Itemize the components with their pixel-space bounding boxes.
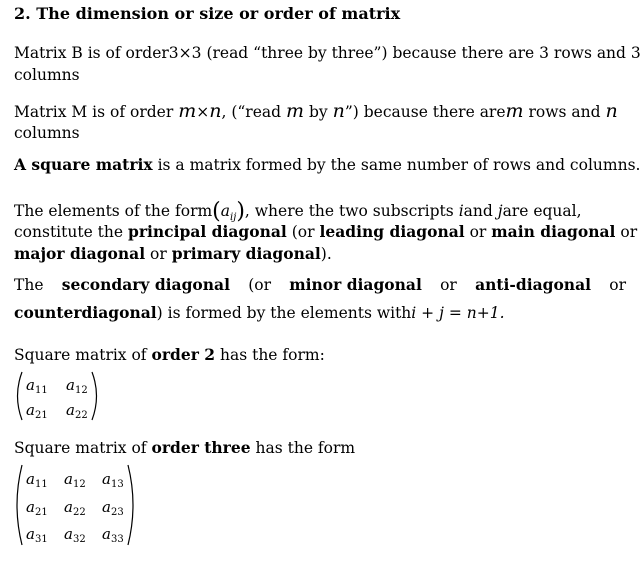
order2-caption bbox=[14, 344, 626, 366]
principal-l2-or2: or bbox=[620, 223, 638, 241]
order3-cell-a11: $a_{11}$ bbox=[26, 470, 48, 490]
open-paren: ( bbox=[212, 199, 221, 224]
matrix-m-n3: n bbox=[605, 100, 618, 122]
order3-matrix bbox=[14, 463, 138, 547]
principal-and: and bbox=[463, 202, 493, 220]
order2-matrix bbox=[14, 370, 104, 422]
principal-diagonal-line3 bbox=[14, 243, 626, 265]
principal-l3-end: ). bbox=[320, 245, 332, 263]
order3-cell-a31: $a_{31}$ bbox=[26, 525, 48, 545]
matrix-b-paragraph-line2: columns bbox=[14, 66, 80, 84]
principal-l2-c: (or bbox=[291, 223, 315, 241]
matrix-m-m3: m bbox=[505, 100, 524, 122]
square-matrix-term: A square matrix bbox=[14, 155, 153, 174]
principal-l2-a: constitute the bbox=[14, 223, 124, 241]
secondary-diagonal-term: secondary diagonal bbox=[61, 275, 230, 294]
order3-pre: Square matrix of bbox=[14, 439, 147, 457]
secondary-formula: i + j = n+1. bbox=[411, 304, 505, 322]
order3-caption bbox=[14, 437, 626, 459]
square-matrix-definition bbox=[14, 154, 641, 176]
matrix-m-m: m bbox=[178, 100, 197, 122]
matrix-m-rows-and: rows and bbox=[528, 103, 601, 121]
order2-term: order 2 bbox=[151, 345, 216, 364]
order3-cell-a32: $a_{32}$ bbox=[64, 525, 86, 545]
counterdiagonal-term: counterdiagonal bbox=[14, 303, 157, 322]
matrix-m-mid: ”) because there are bbox=[344, 103, 506, 121]
order3-post: has the form bbox=[255, 439, 356, 457]
matrix-b-text-end: (read “three by three”) because there are 3 rows and 3 bbox=[206, 44, 641, 62]
principal-l2-or: or bbox=[469, 223, 487, 241]
principal-element: a bbox=[220, 202, 231, 220]
secondary-diagonal-line1 bbox=[14, 274, 626, 296]
order3-cell-a23: $a_{23}$ bbox=[102, 498, 124, 518]
order3-term: order three bbox=[151, 438, 251, 457]
section-heading: 2. The dimension or size or order of matrix bbox=[14, 4, 401, 23]
secondary-w7: or bbox=[609, 276, 626, 294]
secondary-w3: (or bbox=[248, 276, 271, 294]
order2-pre: Square matrix of bbox=[14, 346, 147, 364]
secondary-diagonal-line2 bbox=[14, 302, 626, 324]
matrix-m-n2: n bbox=[332, 100, 345, 122]
matrix-m-comma: , (“read bbox=[221, 103, 282, 121]
principal-text-b: , where the two subscripts bbox=[244, 202, 454, 220]
order2-post: has the form: bbox=[219, 346, 325, 364]
close-paren: ) bbox=[236, 199, 245, 224]
secondary-w5: or bbox=[440, 276, 457, 294]
matrix-m-paragraph-line2: columns bbox=[14, 124, 80, 142]
principal-text-a: The elements of the form bbox=[14, 202, 213, 220]
matrix-b-text-start: Matrix B is of order bbox=[14, 44, 169, 62]
secondary-l2-rest: ) is formed by the elements with bbox=[156, 304, 412, 322]
principal-l3-or: or bbox=[150, 245, 167, 263]
major-diagonal-term: major diagonal bbox=[14, 244, 146, 263]
order3-cell-a21: $a_{21}$ bbox=[26, 498, 48, 518]
order3-cell-a12: $a_{12}$ bbox=[64, 470, 86, 490]
order2-cell-a12: $a_{12}$ bbox=[66, 376, 88, 396]
order3-cell-a33: $a_{33}$ bbox=[102, 525, 124, 545]
matrix-b-paragraph bbox=[14, 42, 641, 64]
main-diagonal-term: main diagonal bbox=[491, 222, 616, 241]
principal-text-c: are equal, bbox=[502, 202, 582, 220]
order2-cell-a21: $a_{21}$ bbox=[26, 401, 48, 421]
principal-diagonal-line2 bbox=[14, 221, 638, 243]
matrix-m-by: by bbox=[308, 103, 328, 121]
square-matrix-text: is a matrix formed by the same number of rows and columns. bbox=[157, 156, 641, 174]
order2-cell-a22: $a_{22}$ bbox=[66, 401, 88, 421]
anti-diagonal-term: anti-diagonal bbox=[475, 275, 592, 294]
matrix-m-times: × bbox=[196, 103, 210, 121]
principal-j: j bbox=[497, 202, 503, 220]
principal-diagonal-term: principal diagonal bbox=[128, 222, 287, 241]
matrix-m-text-start: Matrix M is of order bbox=[14, 103, 174, 121]
minor-diagonal-term: minor diagonal bbox=[289, 275, 422, 294]
principal-i: i bbox=[458, 202, 464, 220]
order3-cell-a22: $a_{22}$ bbox=[64, 498, 86, 518]
primary-diagonal-term: primary diagonal bbox=[171, 244, 321, 263]
matrix-m-n: n bbox=[209, 100, 222, 122]
order2-cell-a11: $a_{11}$ bbox=[26, 376, 48, 396]
leading-diagonal-term: leading diagonal bbox=[319, 222, 465, 241]
order3-cell-a13: $a_{13}$ bbox=[102, 470, 124, 490]
principal-element-sub: ij bbox=[230, 212, 237, 224]
matrix-b-order: 3×3 bbox=[168, 44, 202, 62]
secondary-w1: The bbox=[14, 276, 44, 294]
matrix-m-m2: m bbox=[286, 100, 305, 122]
matrix-m-paragraph bbox=[14, 100, 626, 123]
